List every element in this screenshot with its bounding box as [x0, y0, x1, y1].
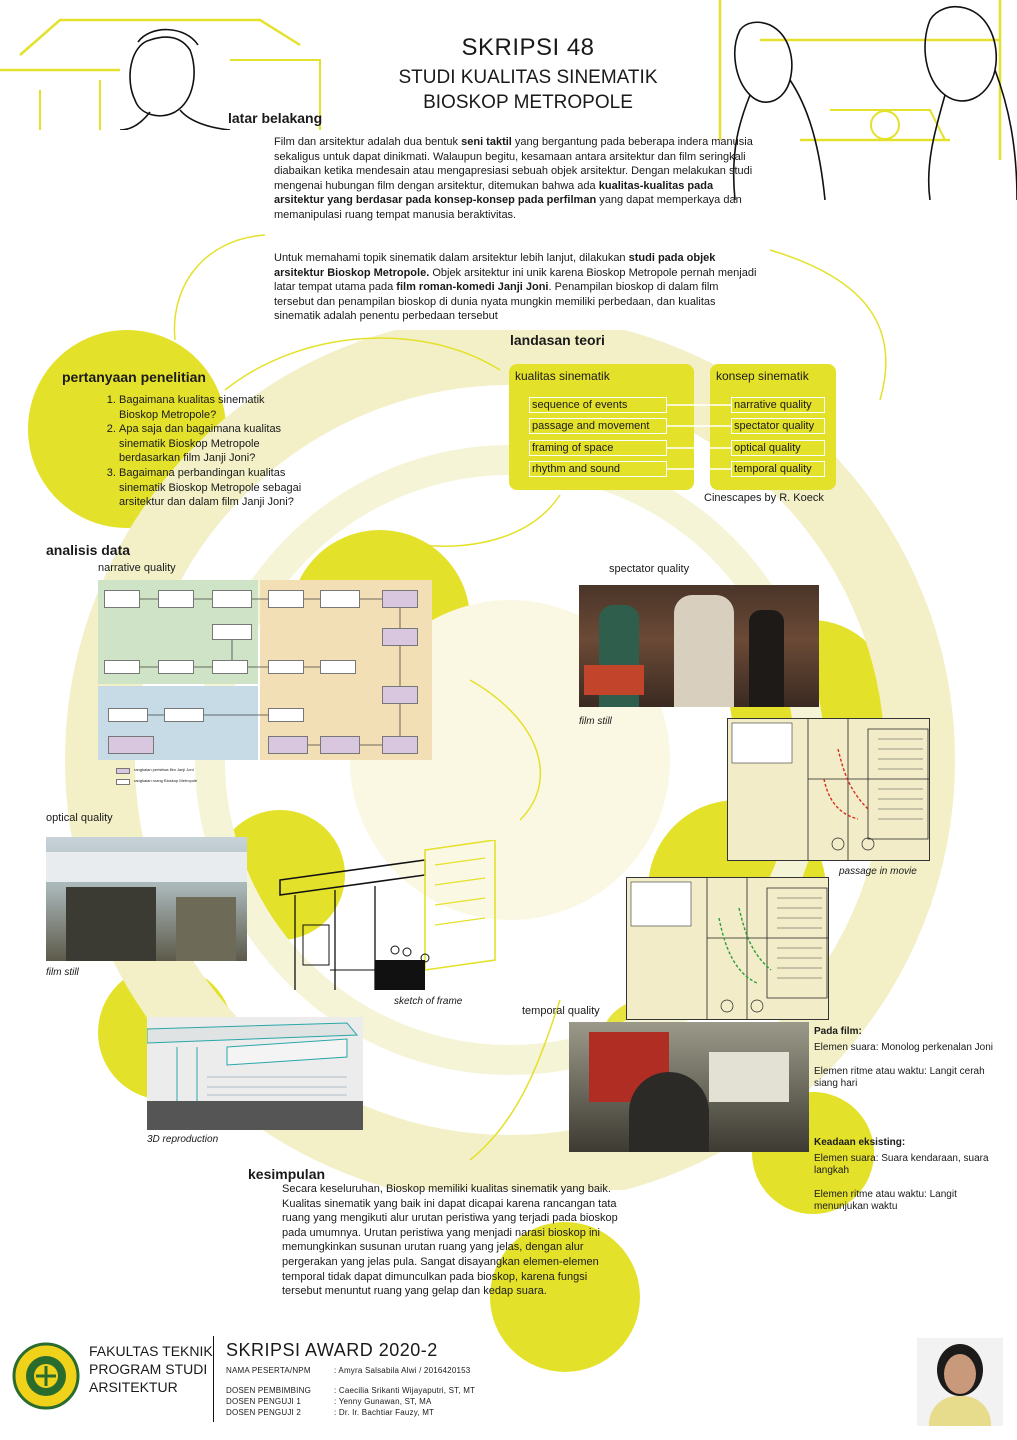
film-still-caption: film still [579, 716, 612, 727]
footer-value: : Dr. Ir. Bachtiar Fauzy, MT [334, 1408, 435, 1417]
faculty-line-1: FAKULTAS TEKNIK [89, 1343, 213, 1359]
legend-text-1: rangkaian peristiwa film Janji Joni [134, 767, 194, 772]
page-subtitle-1: STUDI KUALITAS SINEMATIK [398, 67, 658, 88]
landasan-heading: landasan teori [510, 332, 605, 348]
repro-3d-render [147, 1017, 363, 1130]
temporal-label: temporal quality [522, 1005, 600, 1017]
faculty-line-3: ARSITEKTUR [89, 1379, 178, 1395]
page-subtitle-2: BIOSKOP METROPOLE [423, 92, 633, 113]
repro-caption: 3D reproduction [147, 1134, 219, 1145]
floorplan-drawing [627, 878, 829, 1020]
passage-caption: passage in movie [839, 866, 917, 877]
photo-figure [674, 595, 734, 707]
text-bold: film roman-komedi Janji Joni [396, 281, 549, 294]
text-span: . Penampilan bioskop di dalam film tersebut dan penampilan bioskop di dunia nyata mungkin memiliki perbedaan, dan kualitas sinematik adalah penentu perbedaan tersebut [274, 281, 719, 323]
optical-film-still [46, 837, 247, 961]
legend-swatch-2 [116, 779, 130, 785]
photo-building [66, 887, 156, 961]
text-span: yang dapat memperkaya dan memanipulasi ruang tempat manusia beraktivitas. [274, 194, 742, 221]
text-span: Objek arsitektur ini unik karena Bioskop Metropole pernah menjadi latar tempat utama pada [274, 266, 757, 294]
temporal-eks-2: Elemen ritme atau waktu: Langit menunjukan waktu [814, 1189, 957, 1212]
list-item: 3. Bagaimana perbandingan kualitas sinematik Bioskop Metropole sebagai arsitektur dan dalam film Janji Joni? [119, 466, 305, 510]
floorplan-existing [626, 877, 829, 1020]
sketch-caption: sketch of frame [394, 996, 463, 1007]
temporal-film-1: Elemen suara: Monolog perkenalan Joni [814, 1042, 993, 1053]
footer-value: : Yenny Gunawan, ST, MA [334, 1397, 432, 1406]
footer-value: : Caecilia Srikanti Wijayaputri, ST, MT [334, 1386, 476, 1395]
text-bold: seni taktil [461, 136, 512, 148]
university-seal-icon [12, 1342, 80, 1410]
kesimpulan-heading: kesimpulan [248, 1166, 326, 1182]
kualitas-item: rhythm and sound [529, 461, 667, 477]
kualitas-title: kualitas sinematik [515, 369, 610, 383]
legend-text-2: rangkaian ruang Bioskop Metropole [134, 778, 198, 783]
photo-figure [629, 1072, 709, 1152]
text-span: yang bergantung pada beberapa indera manusia sekaligus untuk dapat dinikmati. Walaupun begitu, kesamaan antara arsitektur dan film seringkali diabaikan ketika mendesain atau mengapresiasi sebuah objek arsitektur. Dengan melakukan studi mengenai hubungan film dengan arsitektur, ditemukan bahwa ada [274, 136, 753, 192]
frame-sketch [275, 840, 500, 995]
kesimpulan-text: Secara keseluruhan, Bioskop memiliki kualitas sinematik yang baik. Kualitas sinematik yang baik ini dapat dicapai karena rancangan tata ruang yang mengikuti alur urutan peristiwa yang terjadi pada bioskop pada umumnya. Urutan peristiwa yang menjadi narasi bioskop ini memungkinkan susunan urutan ruang yang jelas, dengan alur pergerakan yang jelas pula. Sangat disayangkan elemen-elemen temporal tidak dapat dimunculkan pada bioskop, karena fungsi tersebut menuntut ruang yang gelap dan kedap suara. [282, 1183, 618, 1298]
kualitas-item: passage and movement [529, 418, 667, 434]
pertanyaan-list [105, 393, 305, 510]
participant-portrait [917, 1338, 1003, 1426]
footer-label: DOSEN PENGUJI 1 [226, 1397, 302, 1406]
list-item: 2. Apa saja dan bagaimana kualitas sinematik Bioskop Metropole berdasarkan film Janji Joni? [119, 422, 305, 466]
konsep-item: optical quality [731, 440, 825, 456]
photo-figure [584, 665, 644, 695]
temporal-eks-1: Elemen suara: Suara kendaraan, suara langkah [814, 1153, 989, 1176]
text-bold: kualitas-kualitas pada arsitektur yang berdasar pada konsep-konsep pada perfilman [274, 179, 714, 207]
kualitas-item: framing of space [529, 440, 667, 456]
photo-building [46, 852, 247, 882]
portrait-jacket [929, 1396, 991, 1426]
footer-value: : Amyra Salsabila Alwi / 2016420153 [334, 1366, 471, 1375]
theory-credit: Cinescapes by R. Koeck [704, 492, 824, 504]
text-span: Film dan arsitektur adalah dua bentuk [274, 136, 462, 148]
temporal-eks-heading: Keadaan eksisting: [814, 1137, 906, 1148]
film-still-caption-2: film still [46, 967, 79, 978]
photo-building [176, 897, 236, 961]
pertanyaan-heading: pertanyaan penelitian [62, 369, 206, 385]
temporal-film-still [569, 1022, 809, 1152]
spectator-film-still [579, 585, 819, 707]
spectator-label: spectator quality [609, 563, 690, 575]
award-title: SKRIPSI AWARD 2020-2 [226, 1340, 438, 1360]
footer-label: DOSEN PENGUJI 2 [226, 1408, 302, 1417]
list-item: 1. Bagaimana kualitas sinematik Bioskop Metropole? [119, 393, 305, 422]
konsep-title: konsep sinematik [716, 369, 809, 383]
temporal-film-heading: Pada film: [814, 1026, 862, 1037]
floorplan-drawing [728, 719, 930, 861]
footer-label: DOSEN PEMBIMBING [226, 1386, 311, 1395]
footer-divider [213, 1336, 214, 1422]
page-title: SKRIPSI 48 [461, 34, 595, 61]
temporal-film-2: Elemen ritme atau waktu: Langit cerah siang hari [814, 1066, 985, 1089]
text-span: Untuk memahami topik sinematik dalam arsitektur lebih lanjut, dilakukan [274, 252, 629, 264]
narrative-label: narrative quality [98, 562, 176, 574]
flow-arrows [98, 580, 432, 760]
latar-heading: latar belakang [228, 110, 323, 126]
photo-figure [749, 610, 784, 707]
konsep-item: temporal quality [731, 461, 825, 477]
render-lines [147, 1017, 363, 1130]
narrative-diagram [98, 580, 432, 760]
faculty-line-2: PROGRAM STUDI [89, 1361, 208, 1377]
footer-label: NAMA PESERTA/NPM [226, 1366, 311, 1375]
kualitas-item: sequence of events [529, 397, 667, 413]
portrait-face [944, 1354, 976, 1394]
legend-swatch-1 [116, 768, 130, 774]
theory-links [667, 397, 731, 477]
floorplan-movie [727, 718, 930, 861]
optical-label: optical quality [46, 812, 113, 824]
konsep-item: spectator quality [731, 418, 825, 434]
konsep-item: narrative quality [731, 397, 825, 413]
analisis-heading: analisis data [46, 542, 131, 558]
text-bold: studi pada objek arsitektur Bioskop Metropole. [274, 252, 716, 279]
photo-billboard [709, 1052, 789, 1102]
